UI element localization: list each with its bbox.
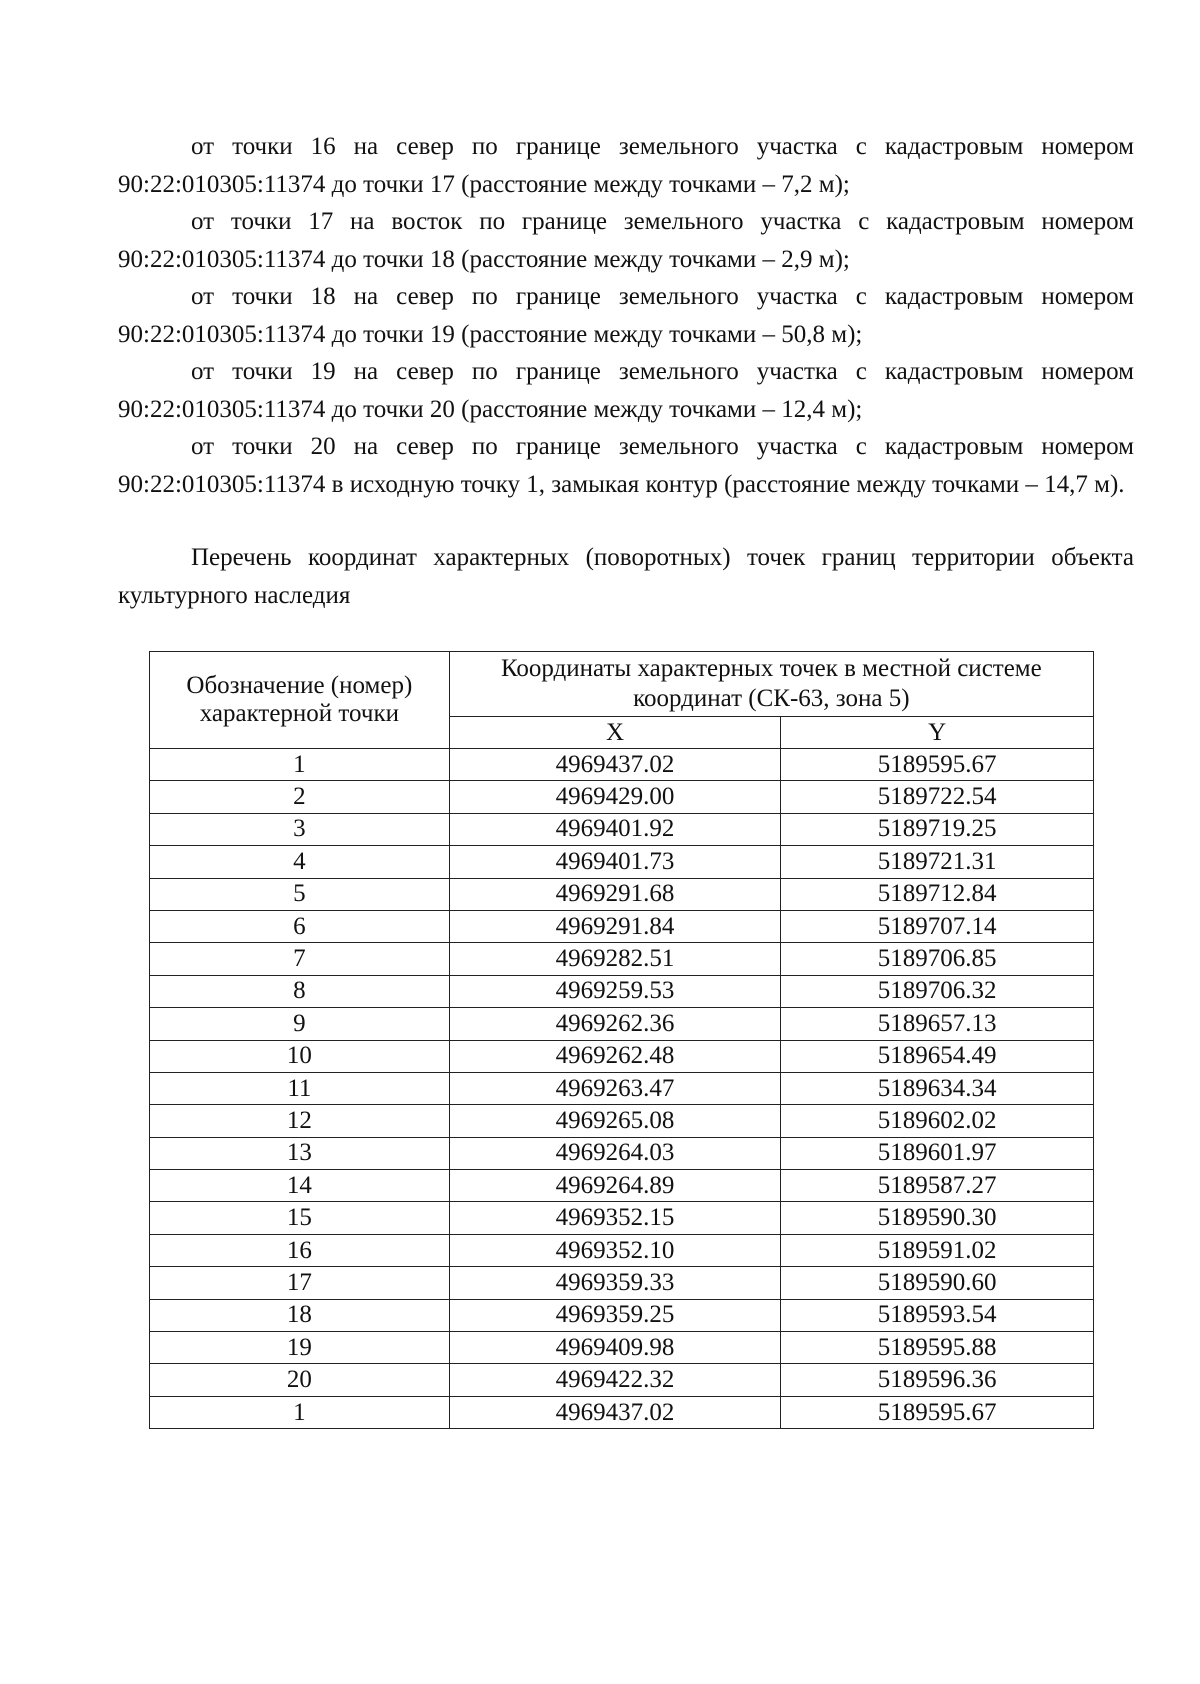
point-number-cell: 18 [150, 1299, 450, 1331]
table-row [150, 1299, 1094, 1331]
x-coordinate-cell: 4969263.47 [449, 1072, 781, 1104]
table-row [150, 1396, 1094, 1428]
y-coordinate-cell: 5189706.32 [781, 975, 1094, 1007]
point-number-cell: 4 [150, 846, 450, 878]
coordinates-table [149, 651, 1094, 1429]
y-coordinate-cell: 5189654.49 [781, 1040, 1094, 1072]
table-intro: Перечень координат характерных (поворотных) точек границ территории объекта культурного наследия [118, 544, 1134, 609]
y-coordinate-cell: 5189591.02 [781, 1234, 1094, 1266]
table-row [150, 1008, 1094, 1040]
coordinates-table-body [150, 749, 1094, 1429]
point-number-cell: 20 [150, 1364, 450, 1396]
x-coordinate-cell: 4969352.10 [449, 1234, 781, 1266]
x-coordinate-cell: 4969262.36 [449, 1008, 781, 1040]
header-y: Y [781, 717, 1094, 749]
table-row [150, 846, 1094, 878]
y-coordinate-cell: 5189719.25 [781, 813, 1094, 845]
point-number-cell: 2 [150, 781, 450, 813]
table-row [150, 975, 1094, 1007]
x-coordinate-cell: 4969291.84 [449, 910, 781, 942]
y-coordinate-cell: 5189707.14 [781, 910, 1094, 942]
point-number-cell: 11 [150, 1072, 450, 1104]
x-coordinate-cell: 4969401.73 [449, 846, 781, 878]
table-row [150, 781, 1094, 813]
boundary-paragraph-5: от точки 20 на север по границе земельного участка с кадастровым номером 90:22:010305:11374 в исходную точку 1, замыкая контур (расстояние между точками – 14,7 м). [118, 433, 1134, 498]
header-x: X [449, 717, 781, 749]
x-coordinate-cell: 4969352.15 [449, 1202, 781, 1234]
point-number-cell: 9 [150, 1008, 450, 1040]
point-number-cell: 15 [150, 1202, 450, 1234]
table-row [150, 1072, 1094, 1104]
y-coordinate-cell: 5189721.31 [781, 846, 1094, 878]
point-number-cell: 12 [150, 1105, 450, 1137]
point-number-cell: 16 [150, 1234, 450, 1266]
table-row [150, 1202, 1094, 1234]
boundary-paragraph-1: от точки 16 на север по границе земельного участка с кадастровым номером 90:22:010305:11374 до точки 17 (расстояние между точками – 7,2 м); [118, 133, 1134, 198]
point-number-cell: 5 [150, 878, 450, 910]
table-row [150, 1332, 1094, 1364]
y-coordinate-cell: 5189595.67 [781, 749, 1094, 781]
x-coordinate-cell: 4969282.51 [449, 943, 781, 975]
point-number-cell: 1 [150, 749, 450, 781]
y-coordinate-cell: 5189587.27 [781, 1170, 1094, 1202]
table-row [150, 813, 1094, 845]
header-coordinates: Координаты характерных точек в местной системе координат (СК-63, зона 5) [449, 652, 1093, 717]
y-coordinate-cell: 5189596.36 [781, 1364, 1094, 1396]
point-number-cell: 6 [150, 910, 450, 942]
boundary-paragraph-3: от точки 18 на север по границе земельного участка с кадастровым номером 90:22:010305:11374 до точки 19 (расстояние между точками – 50,8 м); [118, 283, 1134, 348]
point-number-cell: 17 [150, 1267, 450, 1299]
y-coordinate-cell: 5189590.30 [781, 1202, 1094, 1234]
y-coordinate-cell: 5189634.34 [781, 1072, 1094, 1104]
point-number-cell: 13 [150, 1137, 450, 1169]
y-coordinate-cell: 5189602.02 [781, 1105, 1094, 1137]
y-coordinate-cell: 5189595.88 [781, 1332, 1094, 1364]
x-coordinate-cell: 4969409.98 [449, 1332, 781, 1364]
x-coordinate-cell: 4969259.53 [449, 975, 781, 1007]
header-point-number: Обозначение (номер) характерной точки [150, 652, 450, 749]
table-row [150, 910, 1094, 942]
x-coordinate-cell: 4969429.00 [449, 781, 781, 813]
boundary-paragraph-4: от точки 19 на север по границе земельного участка с кадастровым номером 90:22:010305:11374 до точки 20 (расстояние между точками – 12,4 м); [118, 358, 1134, 423]
document-page [118, 128, 1134, 614]
x-coordinate-cell: 4969265.08 [449, 1105, 781, 1137]
point-number-cell: 8 [150, 975, 450, 1007]
table-row [150, 1170, 1094, 1202]
point-number-cell: 10 [150, 1040, 450, 1072]
table-row [150, 1105, 1094, 1137]
x-coordinate-cell: 4969359.25 [449, 1299, 781, 1331]
x-coordinate-cell: 4969401.92 [449, 813, 781, 845]
table-row [150, 1267, 1094, 1299]
x-coordinate-cell: 4969437.02 [449, 1396, 781, 1428]
point-number-cell: 1 [150, 1396, 450, 1428]
x-coordinate-cell: 4969359.33 [449, 1267, 781, 1299]
table-row [150, 1040, 1094, 1072]
point-number-cell: 19 [150, 1332, 450, 1364]
table-row [150, 1137, 1094, 1169]
point-number-cell: 14 [150, 1170, 450, 1202]
x-coordinate-cell: 4969264.03 [449, 1137, 781, 1169]
y-coordinate-cell: 5189706.85 [781, 943, 1094, 975]
point-number-cell: 3 [150, 813, 450, 845]
table-row [150, 1234, 1094, 1266]
table-row [150, 749, 1094, 781]
y-coordinate-cell: 5189595.67 [781, 1396, 1094, 1428]
y-coordinate-cell: 5189593.54 [781, 1299, 1094, 1331]
y-coordinate-cell: 5189601.97 [781, 1137, 1094, 1169]
x-coordinate-cell: 4969291.68 [449, 878, 781, 910]
table-row [150, 1364, 1094, 1396]
x-coordinate-cell: 4969262.48 [449, 1040, 781, 1072]
x-coordinate-cell: 4969422.32 [449, 1364, 781, 1396]
x-coordinate-cell: 4969264.89 [449, 1170, 781, 1202]
boundary-paragraph-2: от точки 17 на восток по границе земельного участка с кадастровым номером 90:22:010305:11374 до точки 18 (расстояние между точками – 2,9 м); [118, 208, 1134, 273]
y-coordinate-cell: 5189712.84 [781, 878, 1094, 910]
y-coordinate-cell: 5189590.60 [781, 1267, 1094, 1299]
y-coordinate-cell: 5189657.13 [781, 1008, 1094, 1040]
table-row [150, 878, 1094, 910]
table-row [150, 943, 1094, 975]
x-coordinate-cell: 4969437.02 [449, 749, 781, 781]
point-number-cell: 7 [150, 943, 450, 975]
y-coordinate-cell: 5189722.54 [781, 781, 1094, 813]
